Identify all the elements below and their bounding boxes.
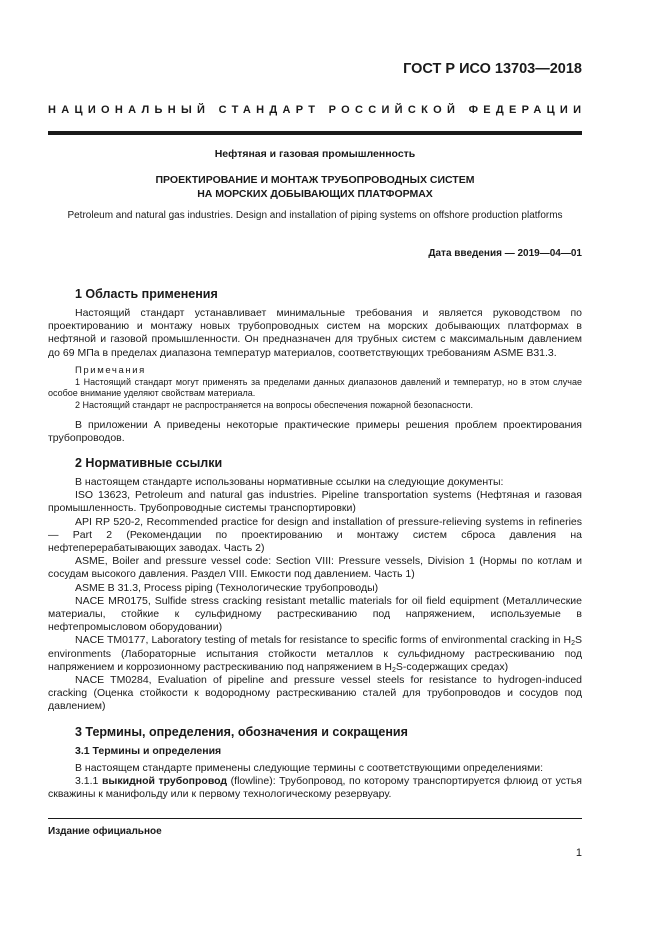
section-1-paragraph-2: В приложении А приведены некоторые практические примеры решения проблем проектирования трубопроводов.	[48, 418, 582, 444]
reference-item: ASME B 31.3, Process piping (Технологические трубопроводы)	[75, 581, 379, 594]
reference-item: NACE TM0284, Evaluation of pipeline and pressure vessel steels for resistance to hydrogen-induced cracking (Оценка стойкости к водородному растрескиванию сталей для трубопроводов и сосудов под давлением)	[48, 674, 582, 713]
document-title-line2: НА МОРСКИХ ДОБЫВАЮЩИХ ПЛАТФОРМАХ	[197, 188, 433, 200]
english-title: Petroleum and natural gas industries. Design and installation of piping systems on offshore production platforms	[67, 210, 563, 221]
footer-rule	[48, 818, 582, 819]
term-text: (flowline): Трубопровод, по которому транспортируется флюид от устья скважины к манифольду или к первому технологическому резервуару.	[48, 774, 582, 801]
references-intro: В настоящем стандарте использованы нормативные ссылки на следующие документы:	[75, 476, 504, 488]
reference-item: ASME, Boiler and pressure vessel code: Section VIII: Pressure vessels, Division 1 (Нормы по котлам и сосудам высокого давления. Раздел VIII. Емкости под давлением. Часть 1)	[48, 555, 582, 581]
reference-item: ISO 13623, Petroleum and natural gas industries. Pipeline transportation systems (Нефтяная и газовая промышленность. Трубопроводные системы транспортировки)	[48, 489, 582, 515]
section-2-heading: 2 Нормативные ссылки	[75, 456, 223, 470]
national-standard-title: НАЦИОНАЛЬНЫЙ СТАНДАРТ РОССИЙСКОЙ ФЕДЕРАЦИИ	[48, 104, 587, 116]
section-3-1-heading: 3.1 Термины и определения	[75, 744, 222, 757]
header-rule	[48, 131, 582, 135]
section-1-paragraph: Настоящий стандарт устанавливает минимальные требования и является руководством по проектированию и монтажу новых трубопроводных систем на морских добывающих платформах в нефтяной и газовой промышленности. Он предназначен для трубных систем с максимальным давлением до 69 МПа в пределах диапазона температур материалов, соответствующих требованиям ASME B31.3.	[48, 307, 582, 359]
edition-label: Издание официальное	[48, 826, 162, 837]
note-1: 1 Настоящий стандарт могут применять за пределами данных диапазонов давлений и температур, но в этом случае особое внимание уделяют свойствам материала.	[48, 376, 582, 399]
reference-item: NACE TM0177, Laboratory testing of metals for resistance to specific forms of environmental cracking in $H_2S$ environments (Лабораторные испытания стойкости металлов к сульфидному растрескиванию под напряжением и коррозионному растрескиванию под напряжением в $H_2S$-содержащих средах)	[48, 634, 582, 674]
document-body	[48, 287, 582, 801]
section-1-heading: 1 Область применения	[75, 287, 218, 301]
section-3-heading: 3 Термины, определения, обозначения и сокращения	[75, 724, 408, 739]
industry-title: Нефтяная и газовая промышленность	[214, 148, 416, 160]
page-number: 1	[575, 847, 582, 859]
document-title	[48, 173, 582, 201]
effective-date: Дата введения — 2019—04—01	[428, 248, 582, 259]
terms-intro: В настоящем стандарте применены следующие термины с соответствующими определениями:	[75, 761, 544, 774]
term: выкидной трубопровод	[101, 774, 228, 787]
reference-item: API RP 520-2, Recommended practice for design and installation of pressure-relieving systems in refineries — Part 2 (Рекомендации по проектированию и монтажу систем сброса давления на нефтеперерабатывающих заводах. Часть 2)	[48, 515, 582, 555]
document-title-line1: ПРОЕКТИРОВАНИЕ И МОНТАЖ ТРУБОПРОВОДНЫХ СИСТЕМ	[155, 174, 475, 186]
standard-number: ГОСТ Р ИСО 13703—2018	[403, 61, 582, 77]
note-2: 2 Настоящий стандарт не распространяется на вопросы обеспечения пожарной безопасности.	[75, 400, 473, 410]
reference-item: NACE MR0175, Sulfide stress cracking resistant metallic materials for oil field equipment (Металлические материалы, стойкие к сульфидному растрескиванию под напряжением, используемые в нефтепромысловом оборудовании)	[48, 594, 582, 634]
notes-heading: Примечания	[75, 364, 146, 376]
term-definition	[48, 775, 582, 801]
term-number: 3.1.1	[75, 774, 99, 787]
